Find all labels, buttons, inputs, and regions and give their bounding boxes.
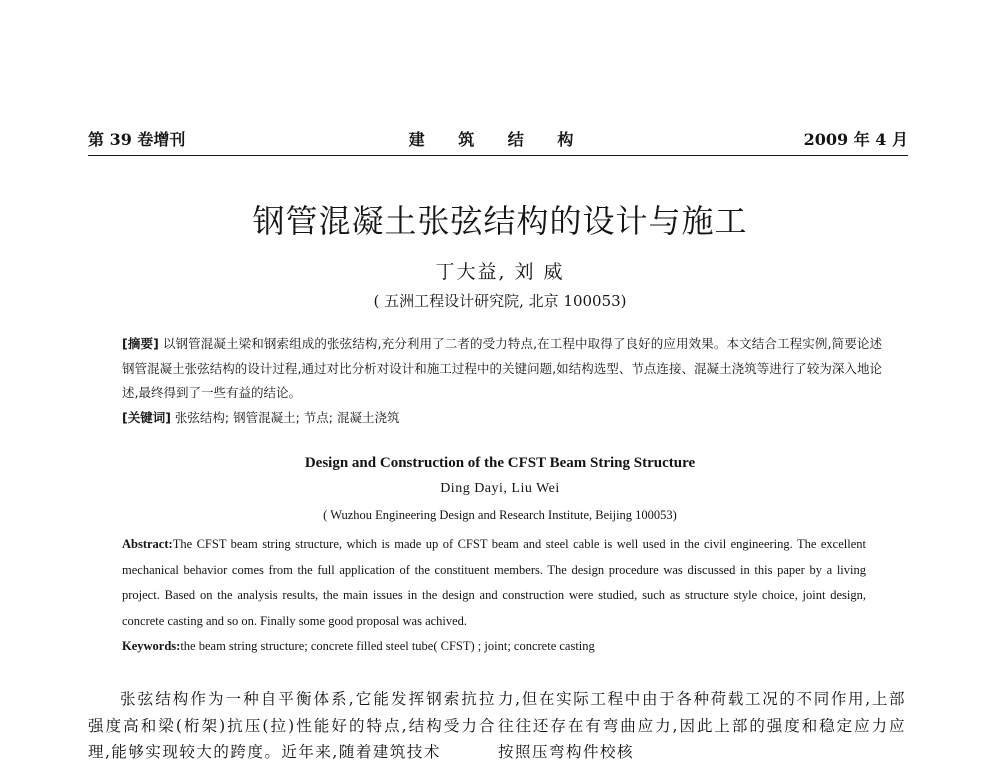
body-column-right — [498, 686, 906, 760]
header-rule — [88, 155, 908, 156]
authors-en: Ding Dayi, Liu Wei — [440, 481, 560, 496]
paper-title-cn: 钢管混凝土张弦结构的设计与施工 — [252, 202, 748, 240]
abstract-cn-paragraph — [122, 332, 882, 406]
abstract-en-label: Abstract: — [122, 537, 173, 551]
body-right-text: 力,但在实际工程中由于各种荷载工况的不同作用,上部往往还存在有弯曲应力,因此上部的强度和稳定应力应按照压弯构件校核 — [498, 690, 906, 760]
keywords-cn-text: 张弦结构; 钢管混凝土; 节点; 混凝土浇筑 — [174, 409, 400, 425]
running-header — [88, 127, 908, 153]
keywords-en-text: the beam string structure; concrete filled steel tube( CFST) ; joint; concrete casting — [180, 639, 595, 653]
abstract-cn-label: [摘要] — [122, 336, 159, 351]
keywords-cn-label: [关键词] — [122, 409, 171, 425]
body-left-text: 张弦结构作为一种自平衡体系,它能发挥钢索抗拉强度高和梁(桁架)抗压(拉)性能好的特点,结构受力合理,能够实现较大的跨度。近年来,随着建筑技术 — [88, 690, 496, 760]
abstract-en-paragraph — [122, 532, 866, 634]
paper-title-en: Design and Construction of the CFST Beam String Structure — [304, 455, 696, 471]
keywords-en-label: Keywords: — [122, 639, 181, 653]
abstract-en — [122, 532, 866, 660]
abstract-cn — [122, 332, 882, 430]
affiliation-en: ( Wuzhou Engineering Design and Research Institute, Beijing 100053) — [323, 508, 677, 522]
abstract-en-text: The CFST beam string structure, which is made up of CFST beam and steel cable is well used in the civil engineering. The excellent mechanical behavior comes from the full application of the constituent members. The design procedure was discussed in this paper by a living project. Based on the analysis results, the main issues in the design and construction were studied, such as structure style choice, joint design, concrete casting and so on. Finally some good proposal was achived. — [122, 537, 866, 628]
keywords-en-paragraph — [122, 634, 866, 660]
authors-cn: 丁大益, 刘 威 — [435, 261, 565, 283]
body-column-left — [88, 686, 496, 760]
journal-name: 建 筑 结 构 — [408, 130, 588, 149]
affiliation-cn: ( 五洲工程设计研究院, 北京 100053) — [373, 292, 627, 310]
volume-label: 第 39 卷增刊 — [88, 130, 186, 149]
abstract-cn-text: 以钢管混凝土梁和钢索组成的张弦结构,充分利用了二者的受力特点,在工程中取得了良好的应用效果。本文结合工程实例,简要论述钢管混凝土张弦结构的设计过程,通过对比分析对设计和施工过程中的关键问题,如结构选型、节点连接、混凝土浇筑等进行了较为深入地论述,最终得到了一些有益的结论。 — [122, 336, 882, 400]
issue-date: 2009 年 4 月 — [803, 130, 908, 149]
keywords-cn-paragraph — [122, 406, 882, 431]
